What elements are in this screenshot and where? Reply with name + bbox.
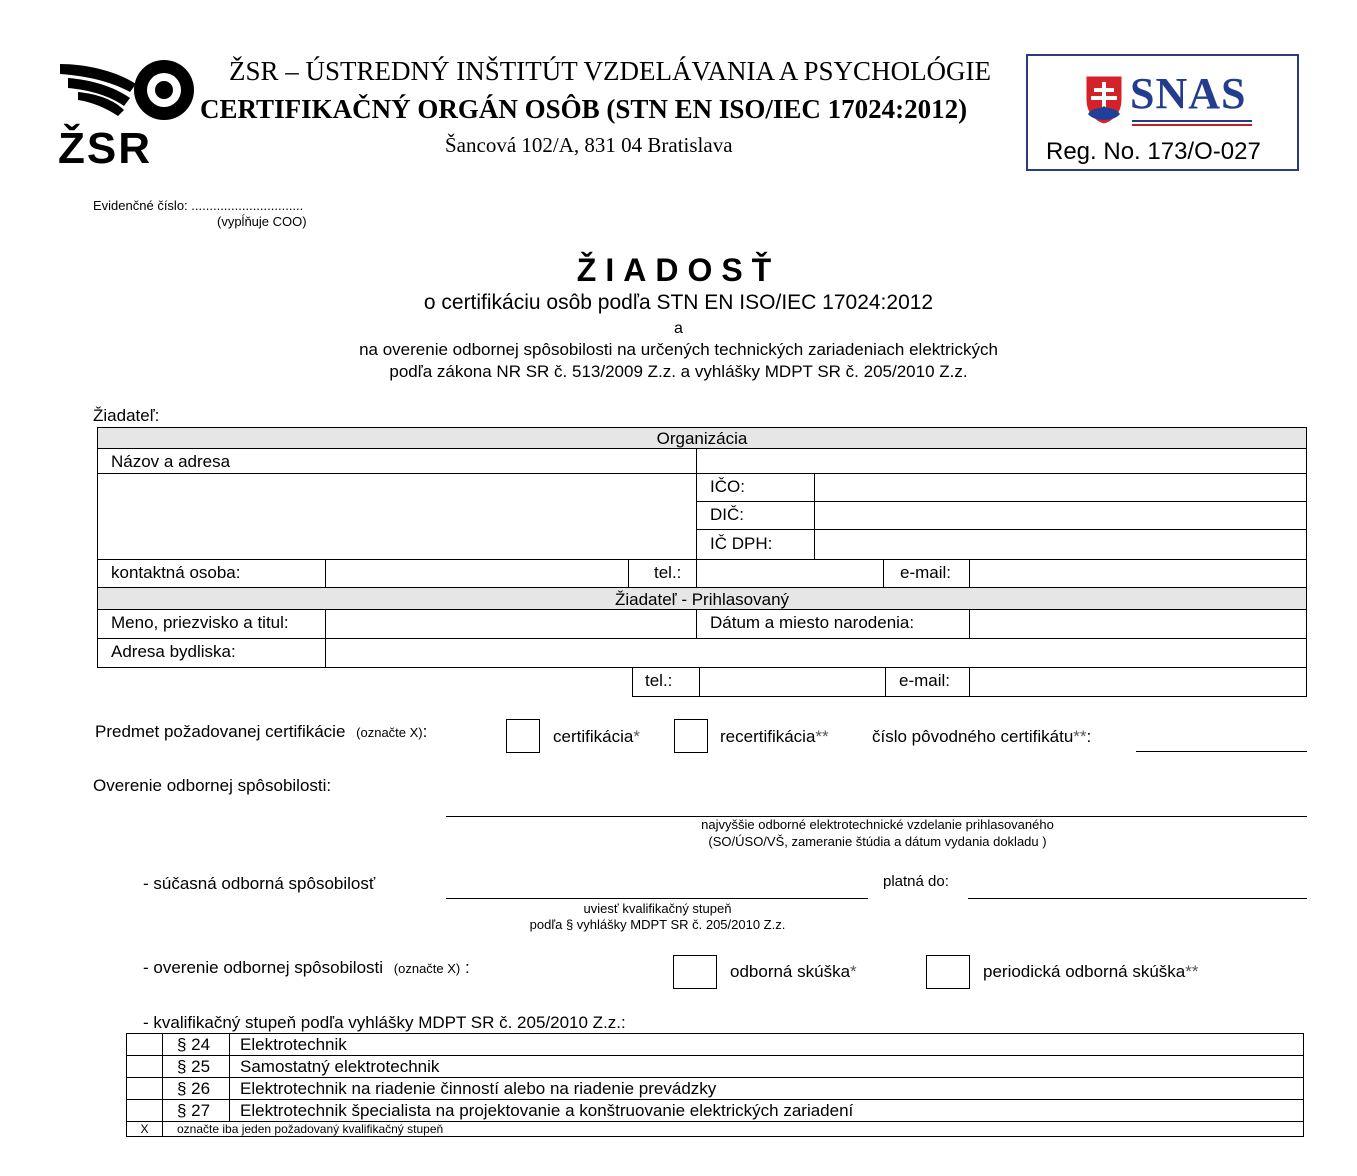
ico-label: IČO:: [710, 477, 745, 496]
tel2-label: tel.:: [645, 671, 673, 690]
header-address: Šancová 102/A, 831 04 Bratislava: [445, 133, 733, 157]
periodic-exam-mark: **: [1185, 962, 1199, 981]
subject-label: Predmet požadovanej certifikácie: [95, 722, 346, 741]
evidence-note: (vypĺňuje COO): [217, 214, 307, 229]
exam-checkbox[interactable]: [673, 955, 717, 989]
ico-field[interactable]: [814, 473, 1307, 502]
exam-option: [730, 962, 857, 982]
level-checkbox[interactable]: [127, 1034, 163, 1056]
recertification-checkbox[interactable]: [674, 719, 708, 753]
title-line-3: na overenie odbornej spôsobilosti na určených technických zariadeniach elektrických: [359, 340, 998, 359]
recertification-option: [720, 727, 829, 747]
residence-label: Adresa bydliska:: [111, 642, 236, 661]
levels-label: - kvalifikačný stupeň podľa vyhlášky MDPT SR č. 205/2010 Z.z.:: [143, 1013, 626, 1032]
verify-row: [143, 958, 470, 978]
org-header-cell: [97, 427, 1307, 449]
level-row[interactable]: [127, 1100, 1304, 1122]
icdph-label-cell: [696, 529, 815, 560]
org-header: Organizácia: [656, 429, 748, 448]
current-competence-label: - súčasná odborná spôsobilosť: [143, 874, 376, 893]
email-label-cell: [883, 559, 970, 588]
dic-label-cell: [696, 501, 815, 530]
name-address-label: Názov a adresa: [111, 452, 231, 471]
level-paragraph: § 26: [163, 1078, 230, 1100]
name-title-label: Meno, priezvisko a titul:: [111, 613, 289, 632]
residence-label-cell: [97, 638, 326, 668]
residence-field[interactable]: [325, 638, 1307, 668]
dic-label: DIČ:: [710, 505, 744, 524]
level-name: Samostatný elektrotechnik: [230, 1056, 1304, 1078]
level-paragraph: § 27: [163, 1100, 230, 1122]
level-row[interactable]: [127, 1056, 1304, 1078]
education-note-2: (SO/ÚSO/VŠ, zameranie štúdia a dátum vydania dokladu ): [708, 834, 1047, 849]
document-title: ŽIADOSŤ: [576, 252, 781, 288]
name-address-field[interactable]: [97, 473, 697, 560]
level-name: Elektrotechnik špecialista na projektovanie a konštruovanie elektrických zariadení: [230, 1100, 1304, 1122]
verify-hint: (označte X): [393, 961, 461, 976]
levels-footer-note: označte iba jeden požadovaný kvalifikačný stupeň: [163, 1122, 1304, 1137]
levels-footer-row: [127, 1122, 1304, 1137]
contact-field[interactable]: [325, 559, 629, 588]
snas-accreditation-box: [1026, 54, 1299, 171]
qualification-note-1: uviesť kvalifikačný stupeň: [583, 901, 732, 916]
icdph-field[interactable]: [814, 529, 1307, 560]
email2-label: e-mail:: [899, 671, 951, 690]
tel-label: tel.:: [654, 563, 682, 582]
valid-until-label: platná do:: [883, 873, 949, 890]
name-title-field[interactable]: [325, 609, 697, 639]
icdph-label: IČ DPH:: [710, 534, 773, 553]
periodic-exam-checkbox[interactable]: [926, 955, 970, 989]
original-cert-mark: **: [1073, 727, 1087, 746]
evidence-label: Evidenčné číslo:: [93, 198, 188, 213]
periodic-exam-option: [983, 962, 1198, 982]
original-cert-field[interactable]: [1136, 751, 1307, 752]
birth-field[interactable]: [969, 609, 1307, 639]
education-note-1: najvyššie odborné elektrotechnické vzdelanie prihlasovaného: [701, 817, 1054, 832]
level-checkbox[interactable]: [127, 1100, 163, 1122]
level-name: Elektrotechnik: [230, 1034, 1304, 1056]
qualification-note-2: podľa § vyhlášky MDPT SR č. 205/2010 Z.z.: [529, 917, 786, 932]
contact-label: kontaktná osoba:: [111, 563, 241, 582]
subject-colon: :: [422, 722, 428, 741]
evidence-dots[interactable]: ...............................: [191, 198, 304, 213]
tel-field[interactable]: [696, 559, 884, 588]
header-institute: ŽSR – ÚSTREDNÝ INŠTITÚT VZDELÁVANIA A PSYCHOLÓGIE: [229, 56, 992, 86]
recertification-mark: **: [815, 727, 829, 746]
verify-colon: :: [460, 958, 470, 977]
verification-label: Overenie odbornej spôsobilosti:: [93, 776, 332, 795]
levels-table: [126, 1033, 1304, 1137]
original-cert-label: číslo pôvodného certifikátu: [872, 727, 1074, 746]
tel2-field[interactable]: [699, 667, 886, 697]
certification-mark: *: [633, 727, 640, 746]
valid-until-field[interactable]: [968, 898, 1307, 899]
exam-mark: *: [850, 962, 857, 981]
exam-label: odborná skúška: [730, 962, 851, 981]
name-title-label-cell: [97, 609, 326, 639]
email-label: e-mail:: [900, 563, 952, 582]
verify-label: - overenie odbornej spôsobilosti: [143, 958, 384, 977]
recertification-label: recertifikácia: [720, 727, 816, 746]
title-line-4: podľa zákona NR SR č. 513/2009 Z.z. a vyhlášky MDPT SR č. 205/2010 Z.z.: [389, 362, 968, 381]
birth-label: Dátum a miesto narodenia:: [710, 613, 915, 632]
level-paragraph: § 24: [163, 1034, 230, 1056]
dic-field[interactable]: [814, 501, 1307, 530]
original-cert-row: [872, 727, 1091, 747]
person-header: Žiadateľ - Prihlasovaný: [614, 590, 790, 609]
header-cert-body: CERTIFIKAČNÝ ORGÁN OSÔB (STN EN ISO/IEC 17024:2012): [200, 94, 968, 124]
contact-label-cell: [97, 559, 326, 588]
email2-label-cell: [885, 667, 970, 697]
applicant-label: Žiadateľ:: [93, 406, 160, 425]
email2-field[interactable]: [969, 667, 1307, 697]
subject-row: [95, 722, 427, 742]
tel-label-cell: [628, 559, 697, 588]
certification-label: certifikácia: [553, 727, 634, 746]
title-line-1: o certifikáciu osôb podľa STN EN ISO/IEC 17024:2012: [423, 291, 934, 314]
name-address-label-cell: [97, 448, 697, 474]
subject-hint: (označte X): [356, 725, 423, 740]
email-field[interactable]: [969, 559, 1307, 588]
snas-logo-text: SNAS: [1130, 69, 1247, 118]
slovak-coat-of-arms-icon: [1084, 74, 1124, 126]
certification-checkbox[interactable]: [506, 719, 540, 753]
empty-cell: [696, 448, 1307, 474]
current-competence-field[interactable]: [446, 898, 868, 899]
level-row[interactable]: [127, 1078, 1304, 1100]
level-row[interactable]: [127, 1034, 1304, 1056]
original-cert-colon: :: [1086, 727, 1092, 746]
birth-label-cell: [696, 609, 970, 639]
snas-reg-number: Reg. No. 173/O-027: [1046, 138, 1261, 165]
ico-label-cell: [696, 473, 815, 502]
level-paragraph: § 25: [163, 1056, 230, 1078]
periodic-exam-label: periodická odborná skúška: [983, 962, 1186, 981]
level-name: Elektrotechnik na riadenie činností alebo na riadenie prevádzky: [230, 1078, 1304, 1100]
level-checkbox[interactable]: [127, 1056, 163, 1078]
certification-option: [553, 727, 640, 747]
zsr-logo-text: ŽSR: [58, 124, 152, 173]
levels-footer-x: X: [127, 1122, 163, 1137]
person-header-cell: [97, 587, 1307, 610]
title-line-2: a: [674, 320, 683, 337]
level-checkbox[interactable]: [127, 1078, 163, 1100]
zsr-logo: [58, 58, 196, 173]
evidence-number-row: [93, 198, 303, 213]
tel2-label-cell: [632, 667, 700, 697]
